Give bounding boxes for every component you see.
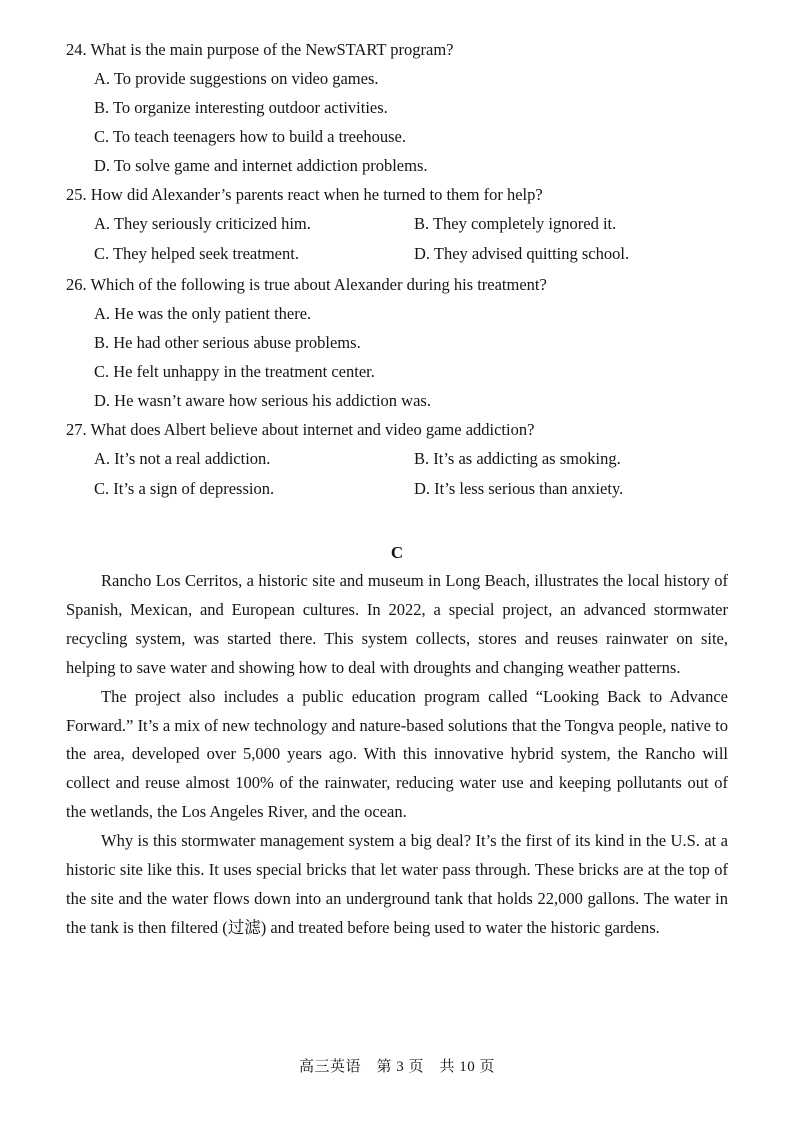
page-footer: 高三英语 第 3 页 共 10 页 (298, 1059, 495, 1075)
question-26-option-c: C. He felt unhappy in the treatment center. (94, 362, 375, 381)
question-27-stem: 27. What does Albert believe about internet and video game addiction? (66, 420, 535, 439)
question-26-option-b: B. He had other serious abuse problems. (94, 333, 361, 352)
question-24-option-b: B. To organize interesting outdoor activities. (94, 98, 388, 117)
question-26-option-d: D. He wasn’t aware how serious his addiction was. (94, 391, 431, 410)
question-26-stem: 26. Which of the following is true about Alexander during his treatment? (66, 275, 547, 294)
question-25-option-b: B. They completely ignored it. (414, 214, 617, 233)
question-24-option-d: D. To solve game and internet addiction problems. (94, 156, 428, 175)
section-c-passage (66, 567, 728, 943)
passage-paragraph-1: Rancho Los Cerritos, a historic site and museum in Long Beach, illustrates the local history of Spanish, Mexican, and European cultures. In 2022, a special project, an advanced stormwater recycling system, was started there. This system collects, stores and reuses rainwater on site, helping to save water and showing how to deal with droughts and changing weather patterns. (66, 571, 728, 677)
question-24-option-a: A. To provide suggestions on video games. (94, 69, 379, 88)
question-25-option-d: D. They advised quitting school. (414, 244, 630, 263)
question-25-option-a: A. They seriously criticized him. (94, 214, 311, 233)
question-24-option-c: C. To teach teenagers how to build a treehouse. (94, 127, 406, 146)
question-25-option-c: C. They helped seek treatment. (94, 244, 299, 263)
passage-paragraph-3: Why is this stormwater management system a big deal? It’s the first of its kind in the U.S. at a historic site like this. It uses special bricks that let water pass through. These bricks are at the top of the site and the water flows down into an underground tank that holds 22,000 gallons. The water in the tank is then filtered (过滤) and treated before being used to water the historic gardens. (66, 831, 728, 937)
question-27-option-c: C. It’s a sign of depression. (94, 479, 275, 498)
question-27-option-b: B. It’s as addicting as smoking. (414, 449, 621, 468)
passage-paragraph-2: The project also includes a public education program called “Looking Back to Advance Forward.” It’s a mix of new technology and nature-based solutions that the Tongva people, native to the area, developed over 5,000 years ago. With this innovative hybrid system, the Rancho will collect and reuse almost 100% of the rainwater, reducing water use and keeping pollutants out of the wetlands, the Los Angeles River, and the ocean. (66, 686, 728, 822)
question-25-stem: 25. How did Alexander’s parents react when he turned to them for help? (66, 185, 543, 204)
section-c-title: C (390, 543, 404, 562)
question-27-option-a: A. It’s not a real addiction. (94, 449, 271, 468)
question-27-option-d: D. It’s less serious than anxiety. (414, 479, 624, 498)
question-24-stem: 24. What is the main purpose of the NewSTART program? (66, 40, 454, 59)
question-26-option-a: A. He was the only patient there. (94, 304, 312, 323)
